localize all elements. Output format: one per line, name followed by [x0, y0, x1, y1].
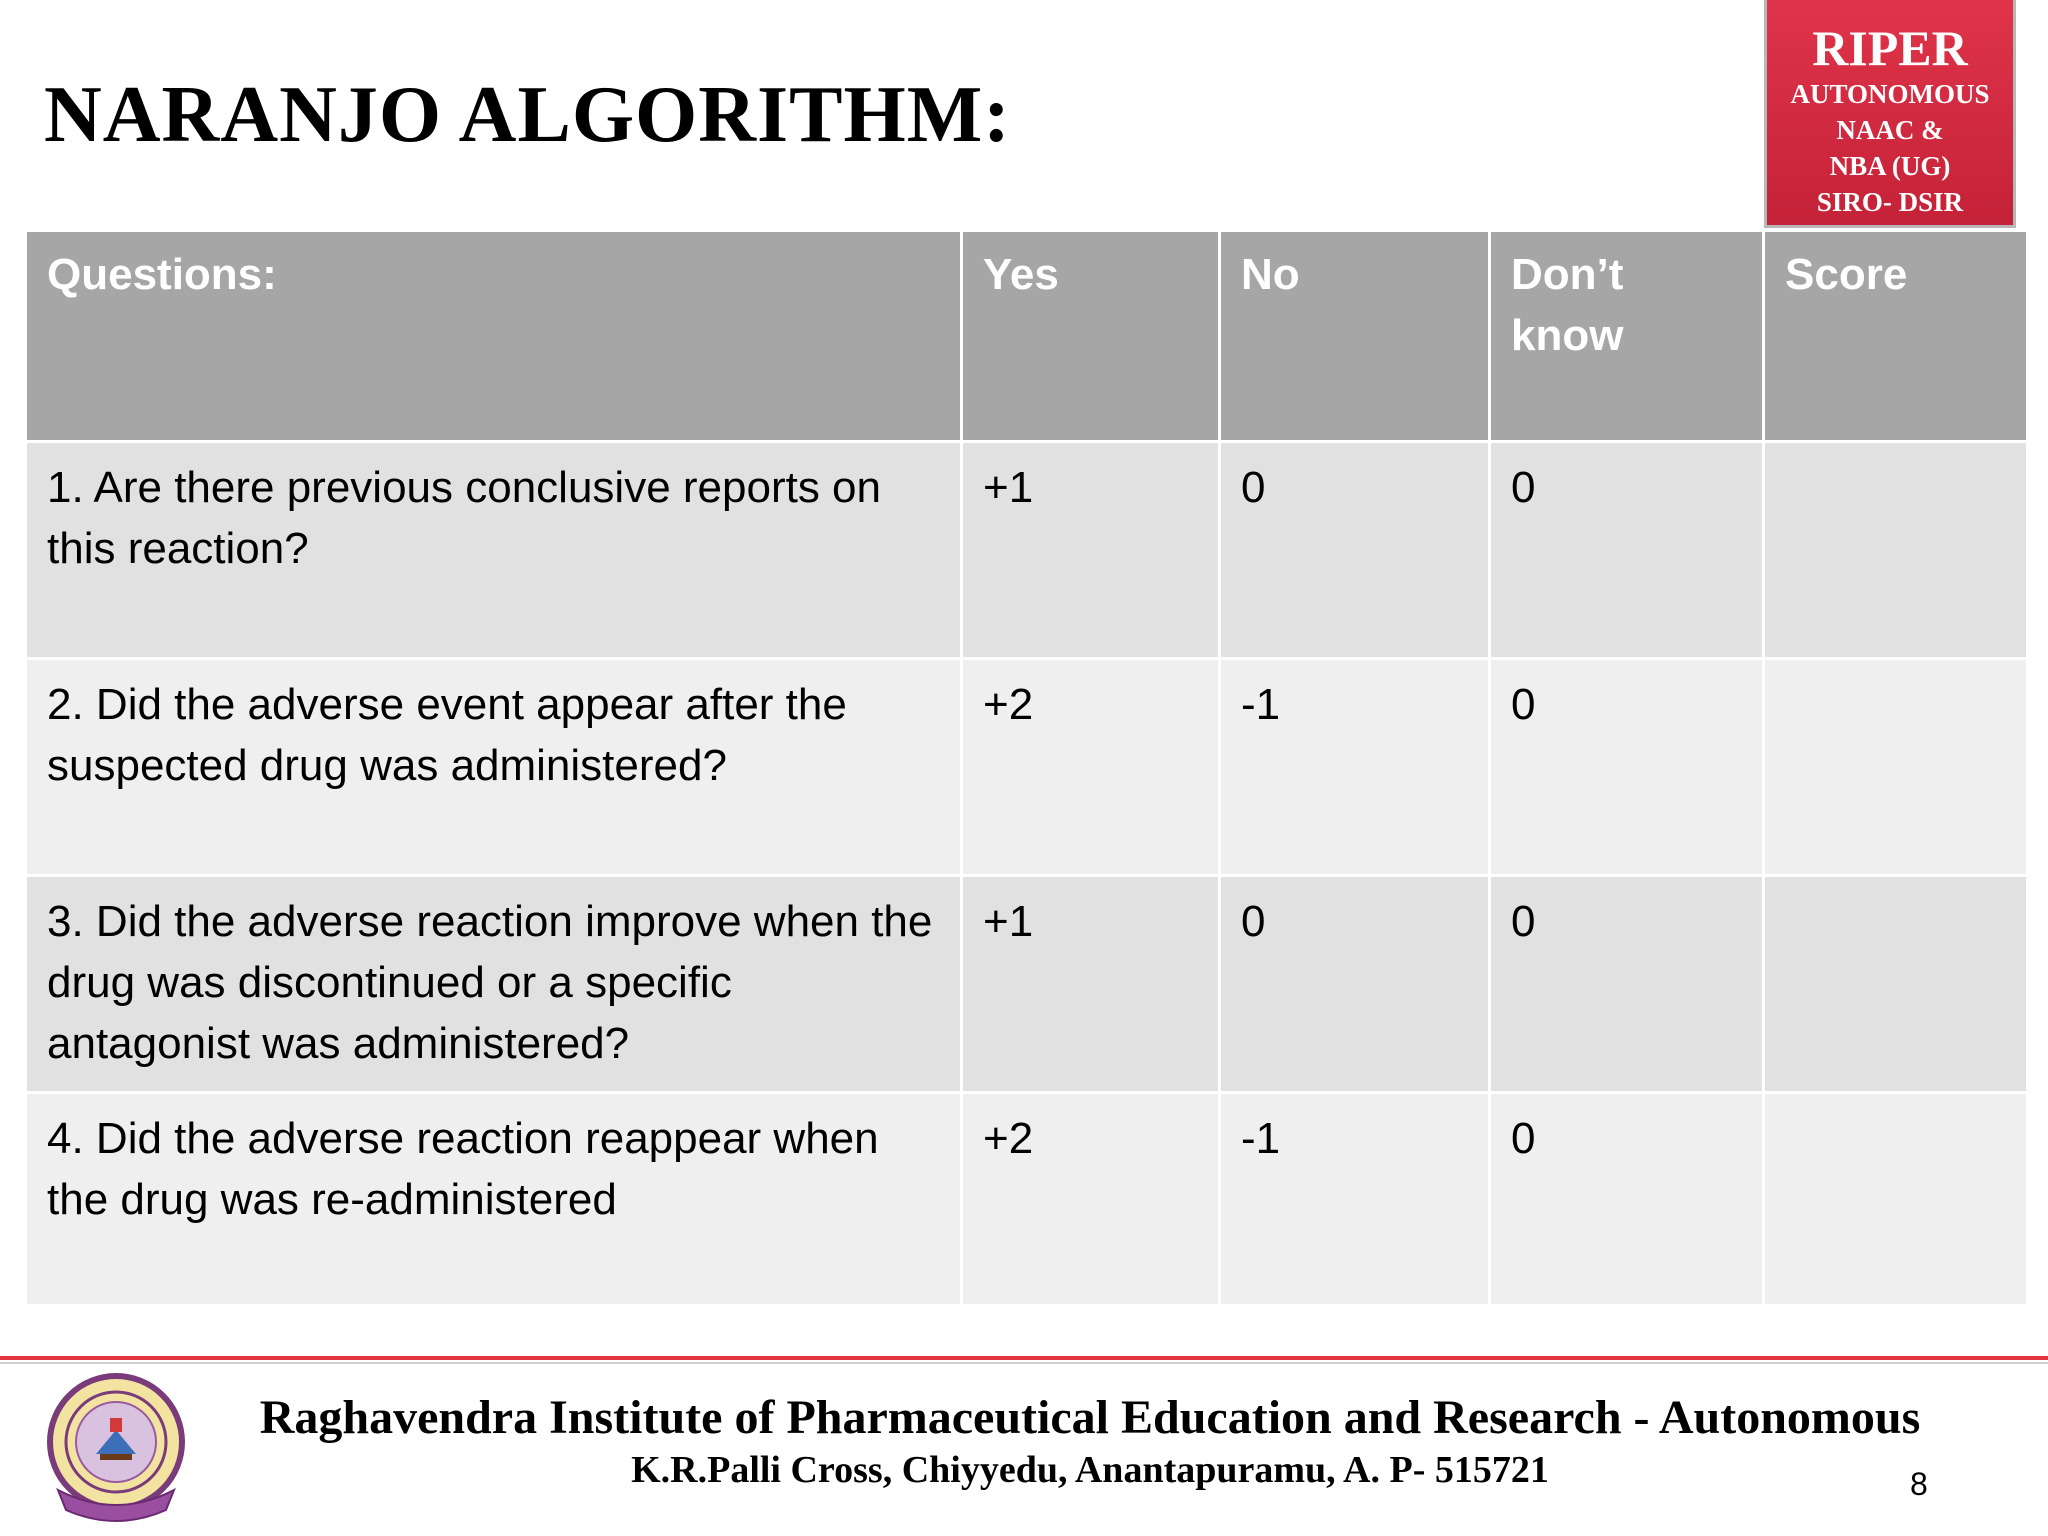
riper-accreditation-badge — [1764, 0, 2016, 228]
badge-siro: SIRO- DSIR — [1816, 187, 1964, 217]
table-row — [26, 1093, 2028, 1306]
header-score: Score — [1764, 231, 2028, 442]
header-no: No — [1220, 231, 1490, 442]
no-cell: 0 — [1220, 442, 1490, 659]
dont-know-cell: 0 — [1490, 659, 1764, 876]
question-cell: 1. Are there previous conclusive reports on this reaction? — [26, 442, 962, 659]
yes-cell: +1 — [962, 442, 1220, 659]
yes-cell: +2 — [962, 659, 1220, 876]
score-cell — [1764, 442, 2028, 659]
score-cell — [1764, 1093, 2028, 1306]
score-cell — [1764, 876, 2028, 1093]
footer-address: K.R.Palli Cross, Chiyyedu, Anantapuramu, A. P- 515721 — [631, 1449, 1549, 1491]
question-cell: 3. Did the adverse reaction improve when the drug was discontinued or a specific antagonist was administered? — [26, 876, 962, 1093]
badge-naac: NAAC & — [1836, 115, 1944, 145]
header-dont-know: Don’t know — [1490, 231, 1764, 442]
dont-know-cell: 0 — [1490, 876, 1764, 1093]
table-row — [26, 442, 2028, 659]
no-cell: -1 — [1220, 1093, 1490, 1306]
table-row — [26, 659, 2028, 876]
badge-nba: NBA (UG) — [1829, 151, 1951, 181]
badge-riper: RIPER — [1812, 20, 1968, 76]
no-cell: 0 — [1220, 876, 1490, 1093]
question-cell: 2. Did the adverse event appear after the suspected drug was administered? — [26, 659, 962, 876]
table-row — [26, 876, 2028, 1093]
score-cell — [1764, 659, 2028, 876]
page-number: 8 — [1910, 1466, 1928, 1502]
footer-divider-shadow — [0, 1362, 2048, 1364]
badge-autonomous: AUTONOMOUS — [1790, 79, 1990, 109]
question-cell: 4. Did the adverse reaction reappear when the drug was re-administered — [26, 1093, 962, 1306]
naranjo-table — [24, 229, 2029, 1307]
yes-cell: +1 — [962, 876, 1220, 1093]
header-questions: Questions: — [26, 231, 962, 442]
footer-institution-name: Raghavendra Institute of Pharmaceutical Education and Research - Autonomous — [259, 1391, 1921, 1444]
table-header-row — [26, 231, 2028, 442]
slide-title: NARANJO ALGORITHM: — [44, 71, 1011, 159]
footer-divider — [0, 1356, 2048, 1360]
institution-seal-icon — [44, 1370, 188, 1526]
yes-cell: +2 — [962, 1093, 1220, 1306]
dont-know-cell: 0 — [1490, 1093, 1764, 1306]
header-yes: Yes — [962, 231, 1220, 442]
no-cell: -1 — [1220, 659, 1490, 876]
dont-know-cell: 0 — [1490, 442, 1764, 659]
